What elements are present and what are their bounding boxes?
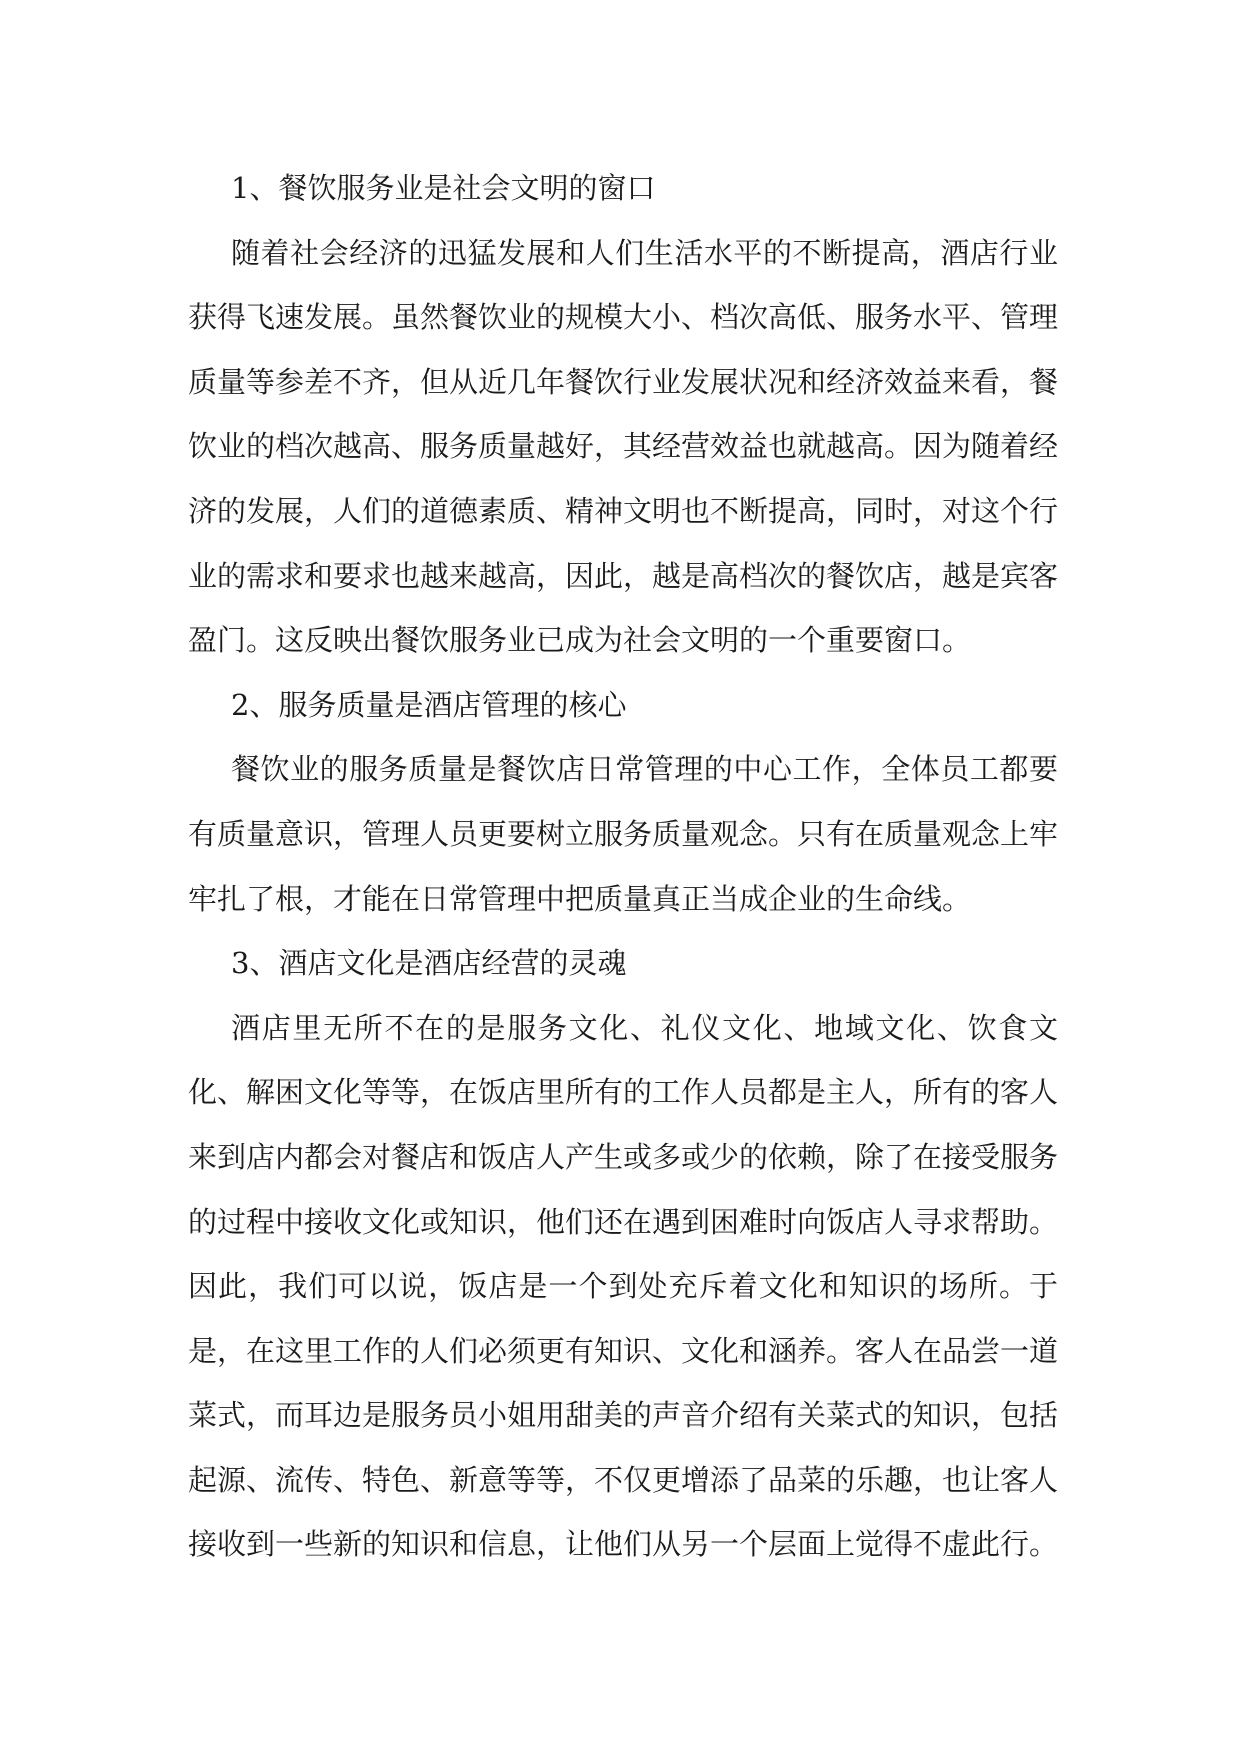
- section-heading-2: 2、服务质量是酒店管理的核心: [231, 687, 627, 722]
- section-paragraph-2: 餐饮业的服务质量是餐饮店日常管理的中心工作，全体员工都要有质量意识，管理人员更要树立服务质量观念。只有在质量观念上牢牢扎了根，才能在日常管理中把质量真正当成企业的生命线。: [188, 752, 1059, 916]
- section-heading-3: 3、酒店文化是酒店经营的灵魂: [231, 946, 627, 981]
- section-heading-1: 1、餐饮服务业是社会文明的窗口: [231, 171, 656, 205]
- document-body: [188, 156, 1058, 1577]
- section-paragraph-1: 随着社会经济的迅猛发展和人们生活水平的不断提高，酒店行业获得飞速发展。虽然餐饮业的规模大小、档次高低、服务水平、管理质量等参差不齐，但从近几年餐饮行业发展状况和经济效益来看，餐饮业的档次越高、服务质量越好，其经营效益也就越高。因为随着经济的发展，人们的道德素质、精神文明也不断提高，同时，对这个行业的需求和要求也越来越高，因此，越是高档次的餐饮店，越是宾客盈门。这反映出餐饮服务业已成为社会文明的一个重要窗口。: [188, 235, 1059, 658]
- section-paragraph-3: 酒店里无所不在的是服务文化、礼仪文化、地域文化、饮食文化、解困文化等等，在饭店里所有的工作人员都是主人，所有的客人来到店内都会对餐店和饭店人产生或多或少的依赖，除了在接受服务的过程中接收文化或知识，他们还在遇到困难时向饭店人寻求帮助。因此，我们可以说，饭店是一个到处充斥着文化和知识的场所。于是，在这里工作的人们必须更有知识、文化和涵养。客人在品尝一道菜式，而耳边是服务员小姐用甜美的声音介绍有关菜式的知识，包括起源、流传、特色、新意等等，不仅更增添了品菜的乐趣，也让客人接收到一些新的知识和信息，让他们从另一个层面上觉得不虚此行。: [188, 1010, 1059, 1562]
